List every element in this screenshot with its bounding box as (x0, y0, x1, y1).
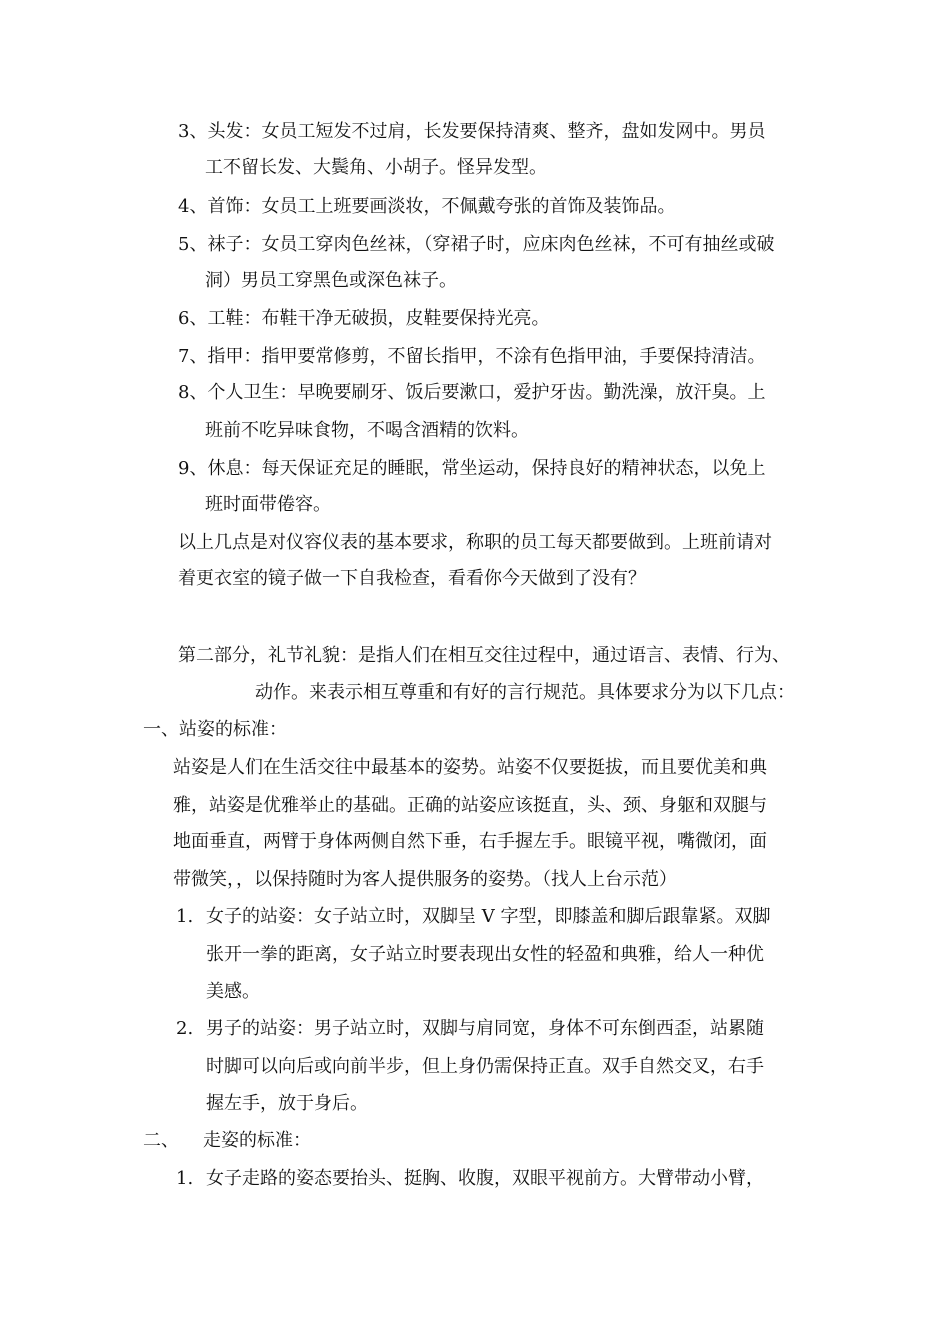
section-2-number: 二、 (143, 1130, 179, 1151)
item-8-line-2: 班前不吃异味食物，不喝含酒精的饮料。 (205, 420, 529, 441)
section-1-item-1-line-1: 女子的站姿：女子站立时，双脚呈 V 字型，即膝盖和脚后跟靠紧。双脚 (206, 906, 771, 927)
section-1-para-line-1: 站姿是人们在生活交往中最基本的姿势。站姿不仅要挺拔，而且要优美和典 (173, 757, 767, 778)
section-1-item-1-line-3: 美感。 (206, 981, 260, 1002)
section-2-item-1-line-1: 女子走路的姿态要抬头、挺胸、收腹，双眼平视前方。大臂带动小臂， (206, 1168, 764, 1189)
section-1-item-2-line-1: 男子的站姿：男子站立时，双脚与肩同宽，身体不可东倒西歪，站累随 (206, 1018, 764, 1039)
item-5-line-2: 洞）男员工穿黑色或深色袜子。 (205, 270, 457, 291)
section-1-item-2-number: 2. (176, 1018, 194, 1039)
item-4-line-1: 4、首饰：女员工上班要画淡妆，不佩戴夸张的首饰及装饰品。 (178, 196, 676, 217)
section-1-item-1-number: 1. (176, 906, 194, 927)
section-1-heading: 一、站姿的标准： (143, 719, 287, 740)
section-1-item-2-line-2: 时脚可以向后或向前半步，但上身仍需保持正直。双手自然交叉，右手 (206, 1056, 764, 1077)
section-1-item-2-line-3: 握左手，放于身后。 (206, 1093, 368, 1114)
item-7-line-1: 7、指甲：指甲要常修剪，不留长指甲，不涂有色指甲油，手要保持清洁。 (178, 346, 766, 367)
summary-line-2: 着更衣室的镜子做一下自我检查，看看你今天做到了没有？ (178, 568, 646, 589)
section-1-para-line-2: 雅，站姿是优雅举止的基础。正确的站姿应该挺直，头、颈、身躯和双腿与 (173, 795, 767, 816)
item-6-line-1: 6、工鞋：布鞋干净无破损，皮鞋要保持光亮。 (178, 308, 550, 329)
item-5-line-1: 5、袜子：女员工穿肉色丝袜，（穿裙子时，应床肉色丝袜，不可有抽丝或破 (178, 234, 775, 255)
item-3-line-1: 3、头发：女员工短发不过肩，长发要保持清爽、整齐，盘如发网中。男员 (178, 121, 766, 142)
summary-line-1: 以上几点是对仪容仪表的基本要求，称职的员工每天都要做到。上班前请对 (178, 532, 772, 553)
item-9-line-2: 班时面带倦容。 (205, 494, 331, 515)
section-1-para-line-4: 带微笑，，以保持随时为客人提供服务的姿势。（找人上台示范） (173, 869, 677, 890)
item-3-line-2: 工不留长发、大鬓角、小胡子。怪异发型。 (205, 157, 547, 178)
section-1-para-line-3: 地面垂直，两臂于身体两侧自然下垂，右手握左手。眼镜平视，嘴微闭，面 (173, 831, 767, 852)
part2-line-1: 第二部分，礼节礼貌：是指人们在相互交往过程中，通过语言、表情、行为、 (178, 645, 790, 666)
section-1-item-1-line-2: 张开一拳的距离，女子站立时要表现出女性的轻盈和典雅，给人一种优 (206, 944, 764, 965)
section-2-heading: 走姿的标准： (203, 1130, 311, 1151)
item-9-line-1: 9、休息：每天保证充足的睡眠，常坐运动，保持良好的精神状态，以免上 (178, 458, 766, 479)
section-2-item-1-number: 1. (176, 1168, 194, 1189)
part2-line-2: 动作。来表示相互尊重和有好的言行规范。具体要求分为以下几点： (255, 682, 795, 703)
item-8-line-1: 8、个人卫生：早晚要刷牙、饭后要漱口，爱护牙齿。勤洗澡，放汗臭。上 (178, 382, 766, 403)
